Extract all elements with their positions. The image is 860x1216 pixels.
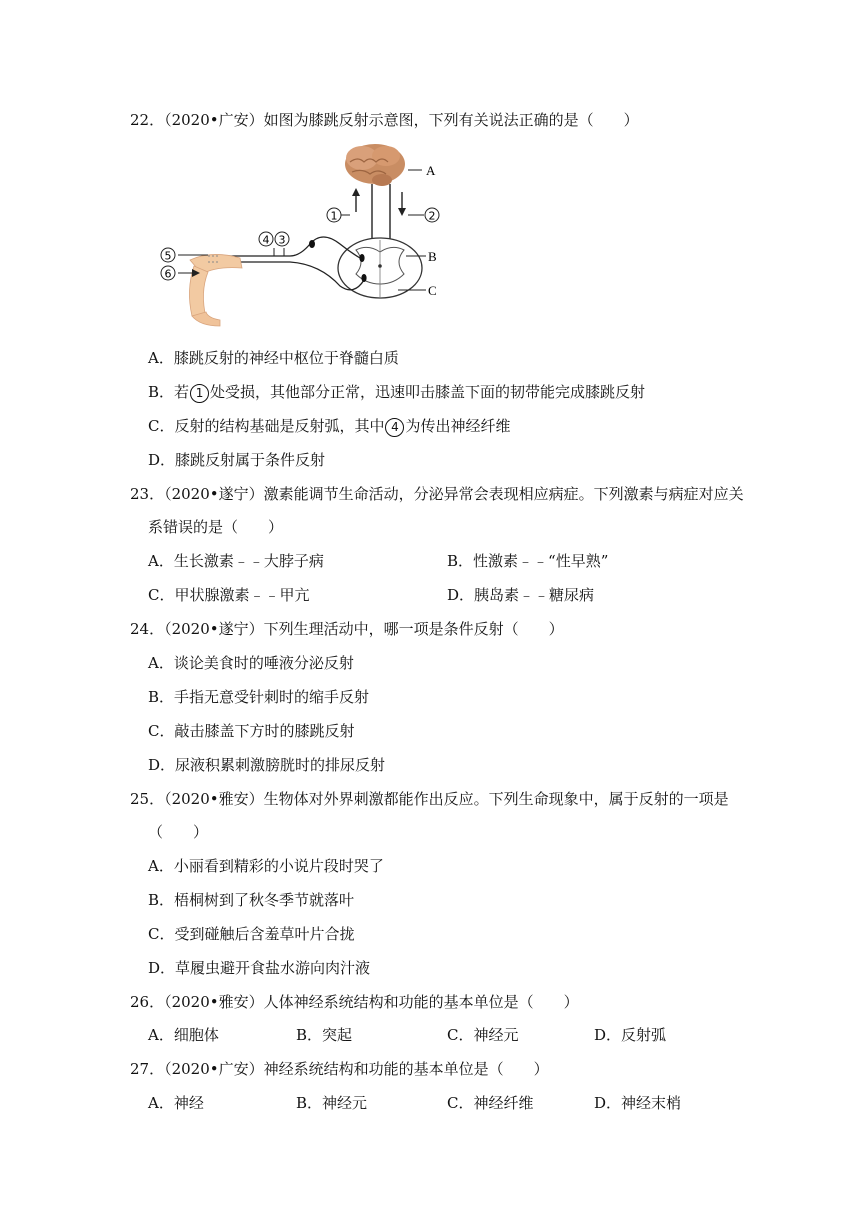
- q27-stem: 27．（2020•广安）神经系统结构和功能的基本单位是（ ）: [130, 1060, 549, 1078]
- q25-option-b: B．梧桐树到了秋冬季节就落叶: [148, 891, 355, 909]
- brain-illustration: [345, 144, 405, 186]
- q23-option-d: D．胰岛素﹣﹣糖尿病: [447, 586, 595, 604]
- leg-illustration: [189, 254, 242, 326]
- q22-option-a: A．膝跳反射的神经中枢位于脊髓白质: [148, 349, 399, 367]
- q27-option-b: B．神经元: [296, 1094, 368, 1112]
- label-5: 5: [164, 249, 172, 263]
- label-1: 1: [330, 209, 338, 223]
- q25-option-c: C．受到碰触后含羞草叶片合拢: [148, 925, 355, 943]
- label-C: C: [428, 283, 437, 298]
- q23-stem-line1: 23．（2020•遂宁）激素能调节生命活动，分泌异常会表现相应病症。下列激素与病症对应关: [130, 485, 744, 503]
- q24-option-a: A．谈论美食时的唾液分泌反射: [148, 654, 354, 672]
- q23-option-b: B．性激素﹣﹣“性早熟”: [447, 552, 609, 570]
- q23-stem-line2: 系错误的是（ ）: [148, 518, 284, 536]
- q26-option-c: C．神经元: [447, 1026, 519, 1044]
- q22-option-b: [148, 382, 645, 403]
- q25-stem-line1: 25．（2020•雅安）生物体对外界刺激都能作出反应。下列生命现象中，属于反射的一项是: [130, 790, 729, 808]
- q22-option-c-pre: C．反射的结构基础是反射弧，其中: [148, 417, 385, 435]
- label-3: 3: [278, 233, 286, 247]
- q24-option-b: B．手指无意受针刺时的缩手反射: [148, 688, 370, 706]
- q27-option-c: C．神经纤维: [447, 1094, 534, 1112]
- q22-option-c: [148, 416, 511, 437]
- q22-stem: 22．（2020•广安）如图为膝跳反射示意图，下列有关说法正确的是（ ）: [130, 111, 639, 129]
- q26-option-a: A．细胞体: [148, 1026, 219, 1044]
- q22-option-d: D．膝跳反射属于条件反射: [148, 451, 326, 469]
- q22-option-c-post: 为传出神经纤维: [405, 417, 511, 435]
- q22-option-b-pre: B．若: [148, 383, 190, 401]
- q25-option-a: A．小丽看到精彩的小说片段时哭了: [148, 857, 384, 875]
- label-2: 2: [428, 209, 436, 223]
- q26-option-d: D．反射弧: [594, 1026, 667, 1044]
- q24-option-c: C．敲击膝盖下方时的膝跳反射: [148, 722, 355, 740]
- q25-stem-line2: （ ）: [148, 823, 209, 841]
- label-A: A: [426, 163, 436, 178]
- q27-option-a: A．神经: [148, 1094, 204, 1112]
- label-6: 6: [164, 267, 172, 281]
- label-B: B: [428, 249, 437, 264]
- q24-stem: 24．（2020•遂宁）下列生理活动中，哪一项是条件反射（ ）: [130, 620, 564, 638]
- q26-option-b: B．突起: [296, 1026, 353, 1044]
- circled-4: 4: [385, 418, 404, 437]
- spinal-cord-section: [338, 238, 422, 298]
- circled-1: 1: [190, 384, 209, 403]
- q23-option-c: C．甲状腺激素﹣﹣甲亢: [148, 586, 310, 604]
- q24-option-d: D．尿液积累刺激膀胱时的排尿反射: [148, 756, 386, 774]
- q23-option-a: A．生长激素﹣﹣大脖子病: [148, 552, 324, 570]
- q25-option-d: D．草履虫避开食盐水游向肉汁液: [148, 959, 371, 977]
- q22-option-b-post: 处受损，其他部分正常，迅速叩击膝盖下面的韧带能完成膝跳反射: [210, 383, 646, 401]
- label-4: 4: [262, 233, 270, 247]
- q26-stem: 26．（2020•雅安）人体神经系统结构和功能的基本单位是（ ）: [130, 993, 579, 1011]
- q27-option-d: D．神经末梢: [594, 1094, 682, 1112]
- knee-jerk-reflex-diagram: [150, 140, 460, 336]
